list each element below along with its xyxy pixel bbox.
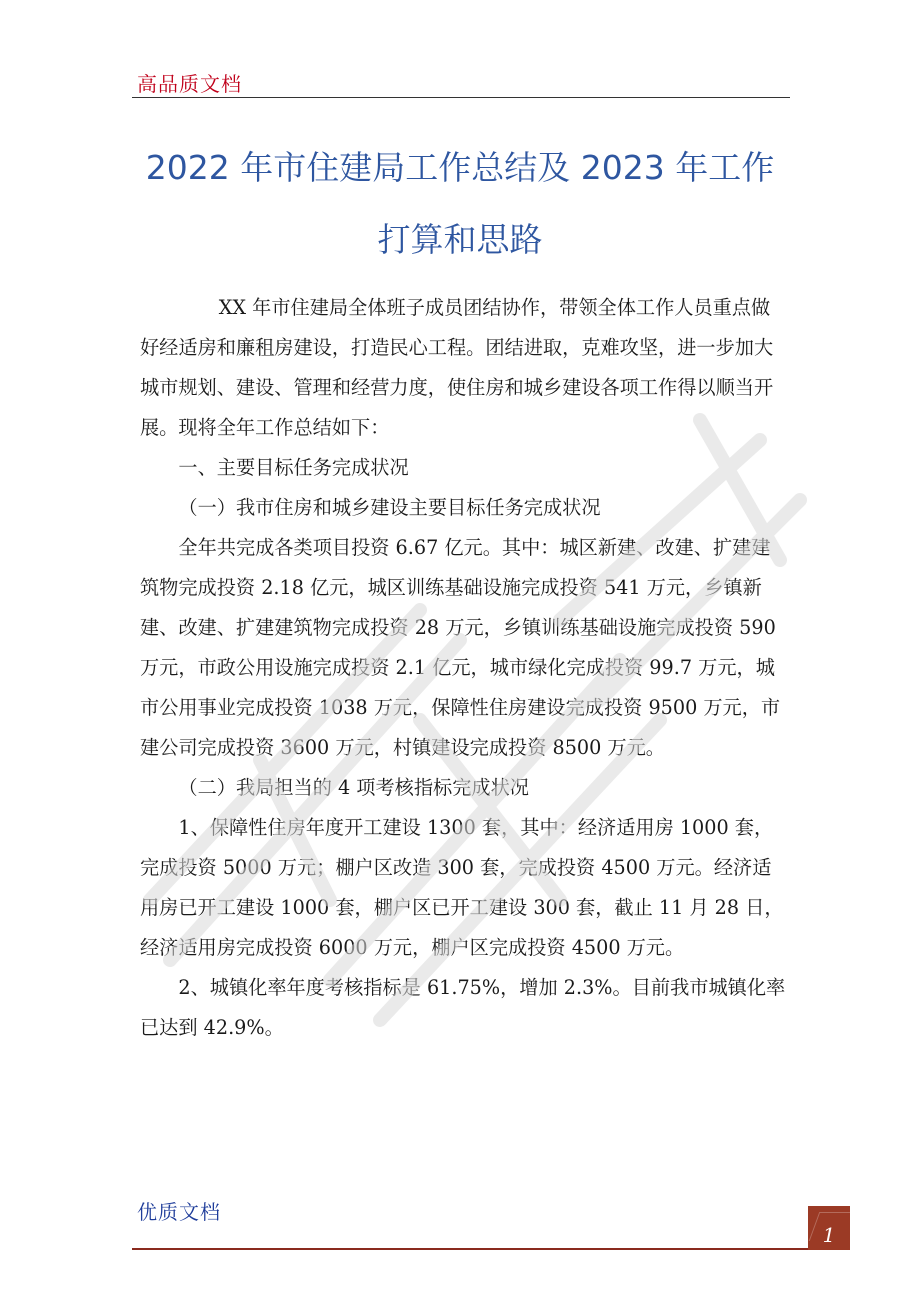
document-title-line-1: 2022 年市住建局工作总结及 2023 年工作 (145, 148, 775, 187)
section-heading-1: 一、主要目标任务完成状况 (178, 456, 409, 479)
header-divider (132, 97, 790, 98)
subsection-heading-2: （二）我局担当的 4 项考核指标完成状况 (178, 776, 529, 799)
subsection-heading-1: （一）我市住房和城乡建设主要目标任务完成状况 (178, 496, 601, 519)
footer-label: 优质文档 (137, 1200, 221, 1224)
intro-paragraph: XX 年市住建局全体班子成员团结协作，带领全体工作人员重点做好经适房和廉租房建设，打造民心工程。团结进取，克难攻坚，进一步加大城市规划、建设、管理和经营力度，使住房和城乡建设各项工作得以顺当开展。现将全年工作总结如下： (140, 296, 774, 439)
document-body (140, 288, 788, 1048)
housing-indicator-paragraph: 1、保障性住房年度开工建设 1300 套，其中：经济适用房 1000 套，完成投资 5000 万元；棚户区改造 300 套，完成投资 4500 万元。经济适用房已开工建设 1000 套，棚户区已开工建设 300 套，截止 11 月 28 日，经济适用房完成投资 6000 万元，棚户区完成投资 4500 万元。 (140, 816, 784, 959)
document-title-line-2: 打算和思路 (377, 220, 543, 259)
header-label: 高品质文档 (137, 72, 242, 96)
urbanization-paragraph: 2、城镇化率年度考核指标是 61.75%，增加 2.3%。目前我市城镇化率已达到 42.9%。 (140, 976, 786, 1039)
footer-divider (132, 1248, 812, 1250)
investment-paragraph: 全年共完成各类项目投资 6.67 亿元。其中：城区新建、改建、扩建建筑物完成投资 2.18 亿元，城区训练基础设施完成投资 541 万元，乡镇新建、改建、扩建建筑物完成投资 28 万元，乡镇训练基础设施完成投资 590 万元，市政公用设施完成投资 2.1 亿元，城市绿化完成投资 99.7 万元，城市公用事业完成投资 1038 万元，保障性住房建设完成投资 9500 万元，市建公司完成投资 3600 万元，村镇建设完成投资 8500 万元。 (140, 536, 781, 759)
page-number-badge: 1 (808, 1206, 850, 1250)
